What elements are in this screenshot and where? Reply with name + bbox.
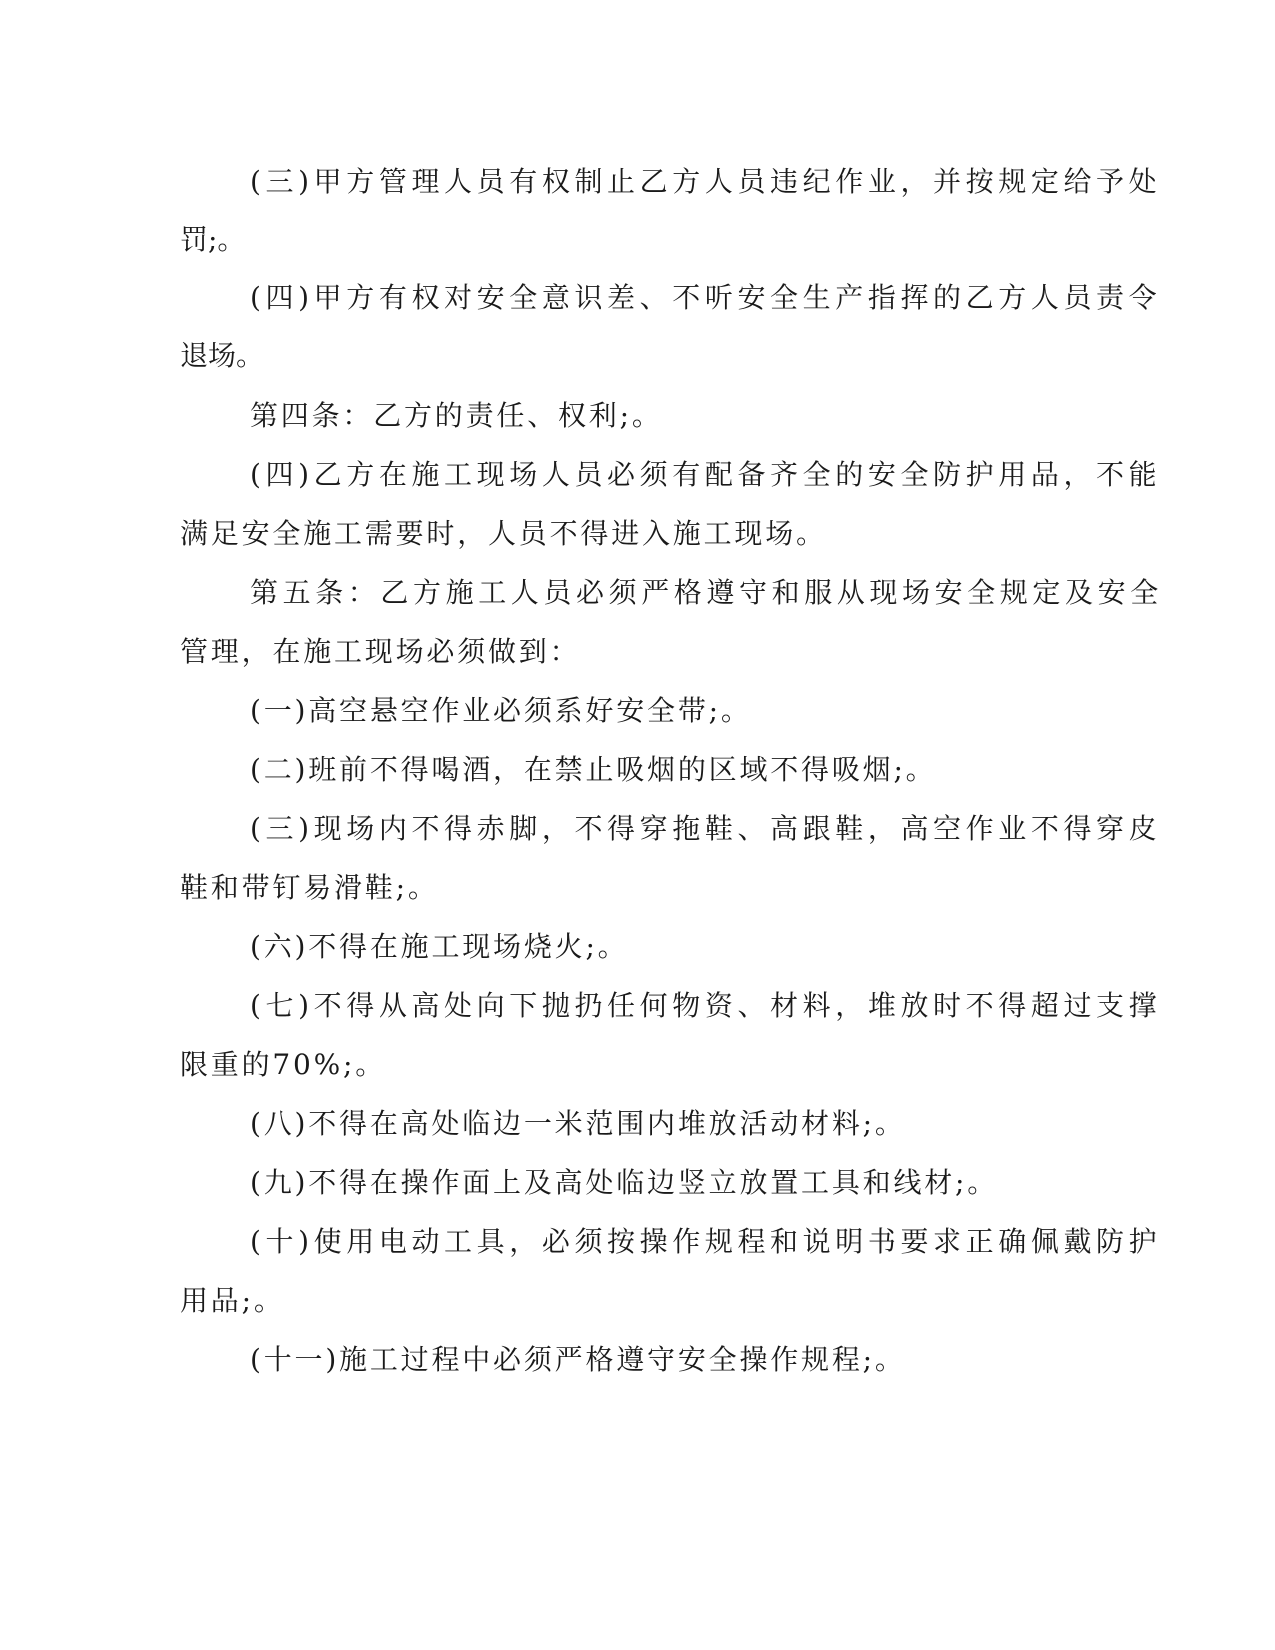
paragraph-line: (四)甲方有权对安全意识差、不听安全生产指挥的乙方人员责令 — [250, 281, 1162, 314]
list-item: (七)不得从高处向下抛扔任何物资、材料，堆放时不得超过支撑 — [250, 989, 1162, 1022]
list-item: (六)不得在施工现场烧火;。 — [250, 930, 629, 963]
section-heading: 第五条：乙方施工人员必须严格遵守和服从现场安全规定及安全 — [250, 576, 1163, 609]
list-item: (十)使用电动工具，必须按操作规程和说明书要求正确佩戴防护 — [250, 1225, 1162, 1258]
section-heading: 第四条：乙方的责任、权利;。 — [250, 399, 663, 432]
list-item: (十一)施工过程中必须严格遵守安全操作规程;。 — [250, 1343, 906, 1376]
paragraph-line: 鞋和带钉易滑鞋;。 — [180, 871, 439, 904]
paragraph-line: 用品;。 — [180, 1284, 285, 1317]
paragraph-line: (三)甲方管理人员有权制止乙方人员违纪作业，并按规定给予处 — [250, 165, 1162, 198]
list-item: (八)不得在高处临边一米范围内堆放活动材料;。 — [250, 1107, 906, 1140]
paragraph-line: (四)乙方在施工现场人员必须有配备齐全的安全防护用品，不能 — [250, 458, 1162, 491]
paragraph-line: 罚;。 — [180, 223, 246, 256]
paragraph-line: 满足安全施工需要时，人员不得进入施工现场。 — [180, 517, 827, 550]
list-item: (九)不得在操作面上及高处临边竖立放置工具和线材;。 — [250, 1166, 999, 1199]
paragraph-line: 退场。 — [180, 339, 265, 372]
paragraph-line: 限重的70%;。 — [180, 1048, 387, 1081]
list-item: (一)高空悬空作业必须系好安全带;。 — [250, 694, 752, 727]
paragraph-line: 管理，在施工现场必须做到： — [180, 635, 581, 668]
list-item: (三)现场内不得赤脚，不得穿拖鞋、高跟鞋，高空作业不得穿皮 — [250, 812, 1162, 845]
list-item: (二)班前不得喝酒，在禁止吸烟的区域不得吸烟;。 — [250, 753, 937, 786]
